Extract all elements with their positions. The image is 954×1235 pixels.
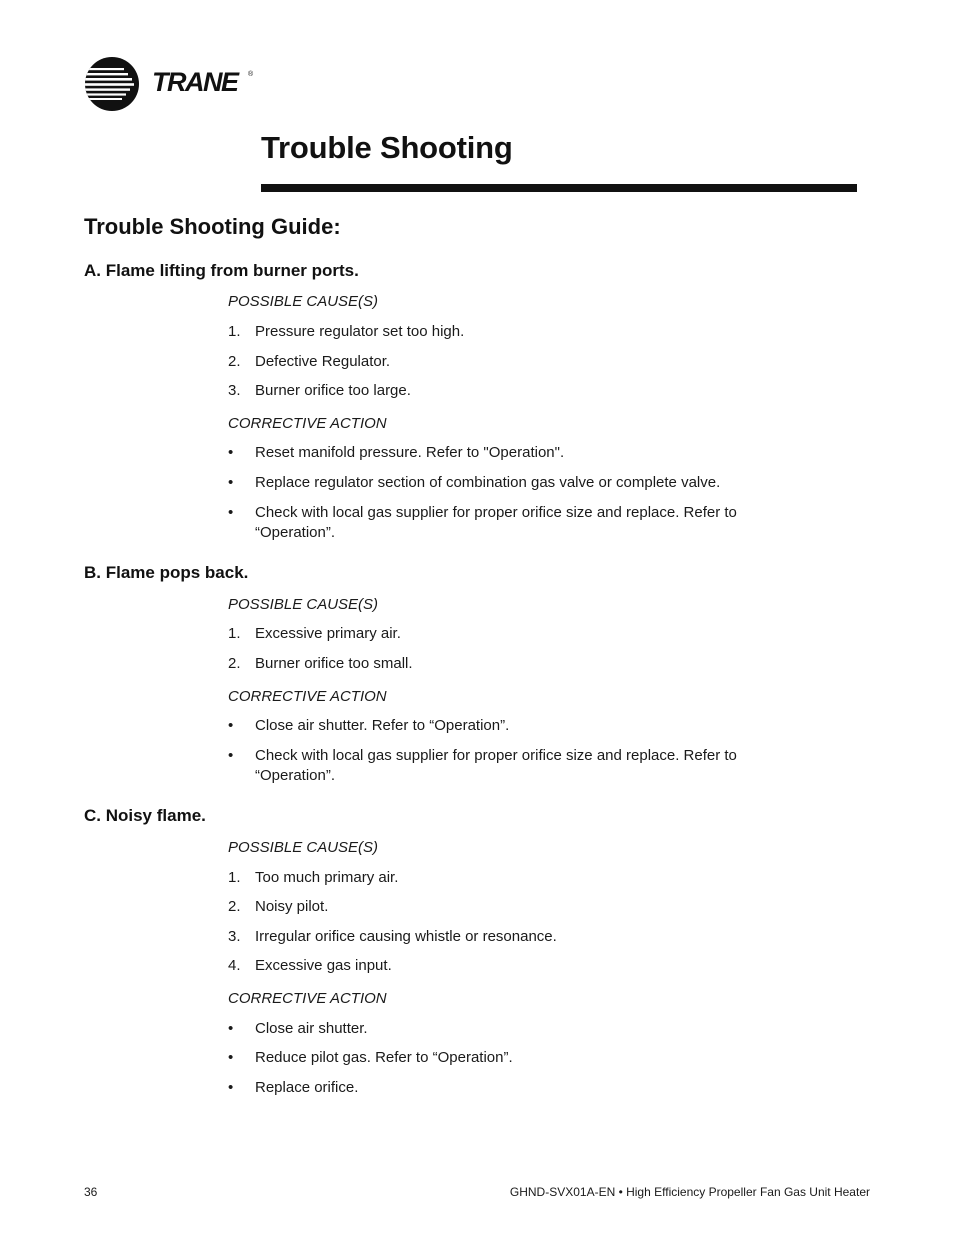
registered-mark: ® [248,71,254,78]
section-a-action-1: • Reset manifold pressure. Refer to "Operation". [228,444,565,461]
document-info: GHND-SVX01A-EN • High Efficiency Propeller Fan Gas Unit Heater [509,1185,870,1199]
section-a-cause-2: 2. Defective Regulator. [228,353,391,370]
brand-name: TRANE [152,67,238,97]
section-c-cause-3: 3. Irregular orifice causing whistle or resonance. [228,928,557,945]
section-c-action-3: • Replace orifice. [228,1079,359,1096]
page-title: Trouble Shooting [261,130,513,165]
trane-logo-icon [84,56,304,112]
section-c-actions-label: CORRECTIVE ACTION [228,990,387,1007]
section-b-cause-1: 1. Excessive primary air. [228,625,401,642]
section-b-actions-label: CORRECTIVE ACTION [228,688,387,705]
section-c-action-1: • Close air shutter. [228,1020,368,1037]
section-b-cause-2: 2. Burner orifice too small. [228,655,413,672]
section-a-cause-3: 3. Burner orifice too large. [228,382,411,399]
trane-logo [84,56,304,112]
section-c-cause-2: 2. Noisy pilot. [228,898,329,915]
section-b-action-2: • Check with local gas supplier for proper orifice size and replace. Refer to “Operation”. [228,747,737,784]
section-a-action-3: • Check with local gas supplier for proper orifice size and replace. Refer to “Operation”. [228,504,737,541]
guide-heading: Trouble Shooting Guide: [84,214,341,239]
section-c-causes-label: POSSIBLE CAUSE(S) [228,839,379,856]
section-c-heading: C. Noisy flame. [84,806,206,825]
section-a-heading: A. Flame lifting from burner ports. [84,261,359,280]
title-rule [261,184,857,192]
section-b-causes-label: POSSIBLE CAUSE(S) [228,596,379,613]
section-b-action-1: • Close air shutter. Refer to “Operation”. [228,717,510,734]
section-b-heading: B. Flame pops back. [84,563,249,582]
page-number: 36 [84,1185,98,1199]
section-c-action-2: • Reduce pilot gas. Refer to “Operation”. [228,1049,513,1066]
section-a-actions-label: CORRECTIVE ACTION [228,415,387,432]
section-c-cause-1: 1. Too much primary air. [228,869,399,886]
section-a-cause-1: 1. Pressure regulator set too high. [228,323,465,340]
section-c-cause-4: 4. Excessive gas input. [228,957,392,974]
section-a-causes-label: POSSIBLE CAUSE(S) [228,293,379,310]
section-a-action-2: • Replace regulator section of combination gas valve or complete valve. [228,474,721,491]
